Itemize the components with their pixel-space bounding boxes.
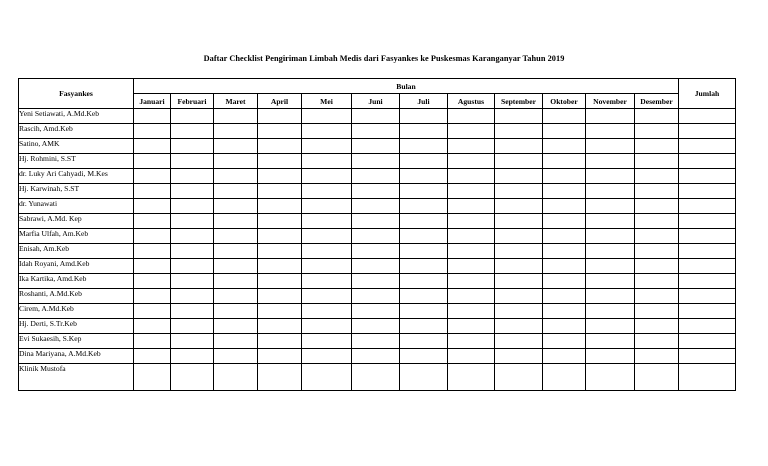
month-checkbox-cell[interactable] bbox=[258, 259, 302, 274]
fasyankes-name: Sabrawi, A.Md. Kep bbox=[19, 214, 134, 229]
month-checkbox-cell[interactable] bbox=[214, 199, 258, 214]
month-checkbox-cell[interactable] bbox=[302, 139, 352, 154]
jumlah-cell[interactable] bbox=[679, 169, 736, 184]
month-checkbox-cell[interactable] bbox=[400, 229, 448, 244]
fasyankes-name: Evi Sukaesih, S.Kep bbox=[19, 334, 134, 349]
month-checkbox-cell[interactable] bbox=[448, 259, 495, 274]
month-checkbox-cell[interactable] bbox=[586, 169, 635, 184]
month-checkbox-cell[interactable] bbox=[134, 304, 171, 319]
month-checkbox-cell[interactable] bbox=[495, 289, 543, 304]
month-checkbox-cell[interactable] bbox=[586, 274, 635, 289]
month-checkbox-cell[interactable] bbox=[134, 169, 171, 184]
month-checkbox-cell[interactable] bbox=[495, 169, 543, 184]
month-checkbox-cell[interactable] bbox=[635, 109, 679, 124]
table-row bbox=[19, 364, 736, 391]
month-checkbox-cell[interactable] bbox=[214, 109, 258, 124]
document-title: Daftar Checklist Pengiriman Limbah Medis dari Fasyankes ke Puskesmas Karanganyar Tahun 2019 bbox=[203, 54, 565, 63]
month-checkbox-cell[interactable] bbox=[171, 229, 214, 244]
fasyankes-name: Ika Kartika, Amd.Keb bbox=[19, 274, 134, 289]
jumlah-cell[interactable] bbox=[679, 274, 736, 289]
month-checkbox-cell[interactable] bbox=[400, 199, 448, 214]
month-checkbox-cell[interactable] bbox=[302, 349, 352, 364]
month-checkbox-cell[interactable] bbox=[586, 349, 635, 364]
month-checkbox-cell[interactable] bbox=[258, 364, 302, 391]
month-checkbox-cell[interactable] bbox=[543, 214, 586, 229]
month-checkbox-cell[interactable] bbox=[586, 334, 635, 349]
month-checkbox-cell[interactable] bbox=[302, 229, 352, 244]
month-checkbox-cell[interactable] bbox=[400, 244, 448, 259]
month-checkbox-cell[interactable] bbox=[495, 349, 543, 364]
jumlah-cell[interactable] bbox=[679, 334, 736, 349]
month-checkbox-cell[interactable] bbox=[214, 364, 258, 391]
month-checkbox-cell[interactable] bbox=[352, 289, 400, 304]
jumlah-cell[interactable] bbox=[679, 244, 736, 259]
month-checkbox-cell[interactable] bbox=[171, 289, 214, 304]
table-row bbox=[19, 229, 736, 244]
month-checkbox-cell[interactable] bbox=[302, 214, 352, 229]
month-checkbox-cell[interactable] bbox=[543, 364, 586, 391]
month-checkbox-cell[interactable] bbox=[171, 184, 214, 199]
table-row bbox=[19, 289, 736, 304]
month-checkbox-cell[interactable] bbox=[258, 109, 302, 124]
table-row bbox=[19, 259, 736, 274]
month-checkbox-cell[interactable] bbox=[543, 109, 586, 124]
month-checkbox-cell[interactable] bbox=[302, 109, 352, 124]
month-checkbox-cell[interactable] bbox=[214, 169, 258, 184]
month-checkbox-cell[interactable] bbox=[635, 364, 679, 391]
jumlah-cell[interactable] bbox=[679, 154, 736, 169]
month-checkbox-cell[interactable] bbox=[302, 364, 352, 391]
month-checkbox-cell[interactable] bbox=[543, 349, 586, 364]
month-checkbox-cell[interactable] bbox=[134, 229, 171, 244]
month-header: September bbox=[495, 94, 543, 109]
table-row bbox=[19, 154, 736, 169]
month-checkbox-cell[interactable] bbox=[495, 199, 543, 214]
month-checkbox-cell[interactable] bbox=[635, 184, 679, 199]
month-checkbox-cell[interactable] bbox=[586, 184, 635, 199]
month-checkbox-cell[interactable] bbox=[352, 274, 400, 289]
month-checkbox-cell[interactable] bbox=[214, 289, 258, 304]
month-checkbox-cell[interactable] bbox=[495, 139, 543, 154]
month-header: April bbox=[258, 94, 302, 109]
jumlah-cell[interactable] bbox=[679, 304, 736, 319]
month-checkbox-cell[interactable] bbox=[214, 274, 258, 289]
jumlah-cell[interactable] bbox=[679, 184, 736, 199]
month-checkbox-cell[interactable] bbox=[171, 199, 214, 214]
month-checkbox-cell[interactable] bbox=[214, 244, 258, 259]
month-checkbox-cell[interactable] bbox=[586, 124, 635, 139]
month-checkbox-cell[interactable] bbox=[134, 214, 171, 229]
header-jumlah: Jumlah bbox=[679, 79, 736, 109]
month-checkbox-cell[interactable] bbox=[352, 229, 400, 244]
month-checkbox-cell[interactable] bbox=[258, 334, 302, 349]
month-checkbox-cell[interactable] bbox=[635, 259, 679, 274]
month-checkbox-cell[interactable] bbox=[302, 319, 352, 334]
month-checkbox-cell[interactable] bbox=[171, 169, 214, 184]
month-checkbox-cell[interactable] bbox=[134, 184, 171, 199]
month-checkbox-cell[interactable] bbox=[400, 109, 448, 124]
month-checkbox-cell[interactable] bbox=[400, 304, 448, 319]
month-checkbox-cell[interactable] bbox=[495, 259, 543, 274]
month-checkbox-cell[interactable] bbox=[134, 349, 171, 364]
jumlah-cell[interactable] bbox=[679, 364, 736, 391]
fasyankes-name: dr. Luky Ari Cahyadi, M.Kes bbox=[19, 169, 134, 184]
month-checkbox-cell[interactable] bbox=[302, 199, 352, 214]
month-checkbox-cell[interactable] bbox=[171, 364, 214, 391]
month-header: Maret bbox=[214, 94, 258, 109]
fasyankes-name: dr. Yunawati bbox=[19, 199, 134, 214]
month-checkbox-cell[interactable] bbox=[214, 154, 258, 169]
month-checkbox-cell[interactable] bbox=[635, 334, 679, 349]
month-checkbox-cell[interactable] bbox=[448, 154, 495, 169]
month-checkbox-cell[interactable] bbox=[495, 274, 543, 289]
month-checkbox-cell[interactable] bbox=[495, 244, 543, 259]
month-checkbox-cell[interactable] bbox=[352, 109, 400, 124]
checklist-table bbox=[18, 78, 736, 391]
month-checkbox-cell[interactable] bbox=[635, 229, 679, 244]
month-checkbox-cell[interactable] bbox=[400, 334, 448, 349]
month-header: Juni bbox=[352, 94, 400, 109]
month-checkbox-cell[interactable] bbox=[302, 274, 352, 289]
month-checkbox-cell[interactable] bbox=[352, 124, 400, 139]
month-checkbox-cell[interactable] bbox=[258, 289, 302, 304]
month-checkbox-cell[interactable] bbox=[586, 214, 635, 229]
month-checkbox-cell[interactable] bbox=[258, 229, 302, 244]
month-checkbox-cell[interactable] bbox=[302, 259, 352, 274]
month-checkbox-cell[interactable] bbox=[258, 274, 302, 289]
month-checkbox-cell[interactable] bbox=[352, 154, 400, 169]
month-header: Agustus bbox=[448, 94, 495, 109]
month-header: Desember bbox=[635, 94, 679, 109]
month-checkbox-cell[interactable] bbox=[586, 289, 635, 304]
month-checkbox-cell[interactable] bbox=[352, 304, 400, 319]
month-checkbox-cell[interactable] bbox=[171, 214, 214, 229]
month-checkbox-cell[interactable] bbox=[258, 244, 302, 259]
month-checkbox-cell[interactable] bbox=[214, 184, 258, 199]
month-checkbox-cell[interactable] bbox=[258, 169, 302, 184]
month-checkbox-cell[interactable] bbox=[543, 259, 586, 274]
month-checkbox-cell[interactable] bbox=[352, 334, 400, 349]
month-checkbox-cell[interactable] bbox=[214, 139, 258, 154]
month-checkbox-cell[interactable] bbox=[352, 349, 400, 364]
month-checkbox-cell[interactable] bbox=[302, 334, 352, 349]
month-checkbox-cell[interactable] bbox=[352, 214, 400, 229]
month-checkbox-cell[interactable] bbox=[586, 304, 635, 319]
month-checkbox-cell[interactable] bbox=[352, 184, 400, 199]
month-checkbox-cell[interactable] bbox=[543, 319, 586, 334]
month-checkbox-cell[interactable] bbox=[134, 289, 171, 304]
month-checkbox-cell[interactable] bbox=[448, 319, 495, 334]
month-checkbox-cell[interactable] bbox=[448, 184, 495, 199]
fasyankes-name: Hj. Rohmini, S.ST bbox=[19, 154, 134, 169]
month-checkbox-cell[interactable] bbox=[171, 139, 214, 154]
month-checkbox-cell[interactable] bbox=[586, 259, 635, 274]
month-checkbox-cell[interactable] bbox=[543, 124, 586, 139]
month-checkbox-cell[interactable] bbox=[134, 274, 171, 289]
jumlah-cell[interactable] bbox=[679, 289, 736, 304]
month-checkbox-cell[interactable] bbox=[214, 349, 258, 364]
fasyankes-name: Cirem, A.Md.Keb bbox=[19, 304, 134, 319]
table-row bbox=[19, 349, 736, 364]
month-checkbox-cell[interactable] bbox=[495, 184, 543, 199]
month-checkbox-cell[interactable] bbox=[635, 124, 679, 139]
month-checkbox-cell[interactable] bbox=[635, 199, 679, 214]
month-header: November bbox=[586, 94, 635, 109]
month-checkbox-cell[interactable] bbox=[352, 244, 400, 259]
month-checkbox-cell[interactable] bbox=[543, 199, 586, 214]
month-header: Januari bbox=[134, 94, 171, 109]
month-checkbox-cell[interactable] bbox=[495, 214, 543, 229]
month-checkbox-cell[interactable] bbox=[171, 274, 214, 289]
table-row bbox=[19, 319, 736, 334]
month-checkbox-cell[interactable] bbox=[352, 259, 400, 274]
month-checkbox-cell[interactable] bbox=[258, 304, 302, 319]
month-checkbox-cell[interactable] bbox=[448, 139, 495, 154]
month-checkbox-cell[interactable] bbox=[171, 304, 214, 319]
month-checkbox-cell[interactable] bbox=[448, 124, 495, 139]
month-checkbox-cell[interactable] bbox=[171, 319, 214, 334]
table-row bbox=[19, 124, 736, 139]
month-checkbox-cell[interactable] bbox=[400, 184, 448, 199]
month-checkbox-cell[interactable] bbox=[448, 304, 495, 319]
month-checkbox-cell[interactable] bbox=[171, 244, 214, 259]
month-checkbox-cell[interactable] bbox=[495, 319, 543, 334]
month-checkbox-cell[interactable] bbox=[400, 349, 448, 364]
month-checkbox-cell[interactable] bbox=[214, 229, 258, 244]
month-checkbox-cell[interactable] bbox=[586, 109, 635, 124]
month-checkbox-cell[interactable] bbox=[400, 319, 448, 334]
fasyankes-name: Yeni Setiawati, A.Md.Keb bbox=[19, 109, 134, 124]
month-checkbox-cell[interactable] bbox=[448, 364, 495, 391]
month-checkbox-cell[interactable] bbox=[134, 109, 171, 124]
month-checkbox-cell[interactable] bbox=[495, 334, 543, 349]
month-checkbox-cell[interactable] bbox=[134, 154, 171, 169]
month-checkbox-cell[interactable] bbox=[214, 304, 258, 319]
month-checkbox-cell[interactable] bbox=[258, 199, 302, 214]
month-checkbox-cell[interactable] bbox=[495, 304, 543, 319]
month-checkbox-cell[interactable] bbox=[134, 319, 171, 334]
month-checkbox-cell[interactable] bbox=[543, 154, 586, 169]
month-checkbox-cell[interactable] bbox=[258, 139, 302, 154]
month-checkbox-cell[interactable] bbox=[258, 154, 302, 169]
month-checkbox-cell[interactable] bbox=[543, 274, 586, 289]
jumlah-cell[interactable] bbox=[679, 319, 736, 334]
month-checkbox-cell[interactable] bbox=[448, 169, 495, 184]
month-checkbox-cell[interactable] bbox=[134, 259, 171, 274]
month-checkbox-cell[interactable] bbox=[448, 109, 495, 124]
month-checkbox-cell[interactable] bbox=[635, 319, 679, 334]
month-checkbox-cell[interactable] bbox=[586, 229, 635, 244]
month-checkbox-cell[interactable] bbox=[134, 364, 171, 391]
month-checkbox-cell[interactable] bbox=[635, 139, 679, 154]
fasyankes-name: Satino, AMK bbox=[19, 139, 134, 154]
month-checkbox-cell[interactable] bbox=[352, 169, 400, 184]
fasyankes-name: Hj. Karwinah, S.ST bbox=[19, 184, 134, 199]
month-checkbox-cell[interactable] bbox=[258, 124, 302, 139]
month-header: Mei bbox=[302, 94, 352, 109]
header-bulan: Bulan bbox=[134, 79, 679, 94]
month-checkbox-cell[interactable] bbox=[352, 199, 400, 214]
month-checkbox-cell[interactable] bbox=[302, 304, 352, 319]
month-checkbox-cell[interactable] bbox=[635, 274, 679, 289]
fasyankes-name: Hj. Derti, S.Tr.Keb bbox=[19, 319, 134, 334]
month-checkbox-cell[interactable] bbox=[495, 229, 543, 244]
month-checkbox-cell[interactable] bbox=[171, 109, 214, 124]
month-checkbox-cell[interactable] bbox=[400, 139, 448, 154]
fasyankes-name: Enisah, Am.Keb bbox=[19, 244, 134, 259]
month-checkbox-cell[interactable] bbox=[214, 319, 258, 334]
table-row bbox=[19, 169, 736, 184]
fasyankes-name: Marfia Ulfah, Am.Keb bbox=[19, 229, 134, 244]
month-checkbox-cell[interactable] bbox=[448, 199, 495, 214]
month-checkbox-cell[interactable] bbox=[448, 274, 495, 289]
month-checkbox-cell[interactable] bbox=[400, 274, 448, 289]
month-checkbox-cell[interactable] bbox=[302, 124, 352, 139]
month-header: Februari bbox=[171, 94, 214, 109]
month-checkbox-cell[interactable] bbox=[214, 214, 258, 229]
month-checkbox-cell[interactable] bbox=[586, 199, 635, 214]
month-checkbox-cell[interactable] bbox=[214, 124, 258, 139]
month-checkbox-cell[interactable] bbox=[214, 259, 258, 274]
month-checkbox-cell[interactable] bbox=[543, 139, 586, 154]
month-checkbox-cell[interactable] bbox=[495, 109, 543, 124]
jumlah-cell[interactable] bbox=[679, 259, 736, 274]
table-row bbox=[19, 199, 736, 214]
month-checkbox-cell[interactable] bbox=[495, 154, 543, 169]
month-checkbox-cell[interactable] bbox=[635, 169, 679, 184]
table-row bbox=[19, 109, 736, 124]
month-checkbox-cell[interactable] bbox=[448, 214, 495, 229]
jumlah-cell[interactable] bbox=[679, 349, 736, 364]
month-checkbox-cell[interactable] bbox=[586, 319, 635, 334]
month-checkbox-cell[interactable] bbox=[352, 319, 400, 334]
jumlah-cell[interactable] bbox=[679, 139, 736, 154]
jumlah-cell[interactable] bbox=[679, 199, 736, 214]
month-checkbox-cell[interactable] bbox=[543, 289, 586, 304]
jumlah-cell[interactable] bbox=[679, 109, 736, 124]
month-checkbox-cell[interactable] bbox=[543, 334, 586, 349]
month-checkbox-cell[interactable] bbox=[134, 139, 171, 154]
month-checkbox-cell[interactable] bbox=[171, 334, 214, 349]
month-checkbox-cell[interactable] bbox=[134, 334, 171, 349]
month-checkbox-cell[interactable] bbox=[400, 214, 448, 229]
table-row bbox=[19, 274, 736, 289]
month-checkbox-cell[interactable] bbox=[171, 349, 214, 364]
fasyankes-name: Dina Mariyana, A.Md.Keb bbox=[19, 349, 134, 364]
table-row bbox=[19, 214, 736, 229]
fasyankes-name: Rascih, Amd.Keb bbox=[19, 124, 134, 139]
month-checkbox-cell[interactable] bbox=[586, 244, 635, 259]
month-checkbox-cell[interactable] bbox=[543, 169, 586, 184]
month-checkbox-cell[interactable] bbox=[134, 244, 171, 259]
month-checkbox-cell[interactable] bbox=[635, 214, 679, 229]
month-checkbox-cell[interactable] bbox=[302, 169, 352, 184]
month-checkbox-cell[interactable] bbox=[400, 364, 448, 391]
month-checkbox-cell[interactable] bbox=[586, 364, 635, 391]
month-checkbox-cell[interactable] bbox=[448, 244, 495, 259]
month-checkbox-cell[interactable] bbox=[171, 154, 214, 169]
month-header: Oktober bbox=[543, 94, 586, 109]
month-checkbox-cell[interactable] bbox=[258, 214, 302, 229]
month-checkbox-cell[interactable] bbox=[448, 289, 495, 304]
month-checkbox-cell[interactable] bbox=[400, 154, 448, 169]
month-checkbox-cell[interactable] bbox=[400, 289, 448, 304]
month-checkbox-cell[interactable] bbox=[214, 334, 258, 349]
month-checkbox-cell[interactable] bbox=[400, 169, 448, 184]
month-checkbox-cell[interactable] bbox=[258, 184, 302, 199]
month-checkbox-cell[interactable] bbox=[448, 349, 495, 364]
month-checkbox-cell[interactable] bbox=[171, 124, 214, 139]
jumlah-cell[interactable] bbox=[679, 214, 736, 229]
month-checkbox-cell[interactable] bbox=[302, 244, 352, 259]
month-checkbox-cell[interactable] bbox=[586, 154, 635, 169]
month-checkbox-cell[interactable] bbox=[586, 139, 635, 154]
fasyankes-name: Klinik Mustofa bbox=[19, 364, 134, 391]
month-checkbox-cell[interactable] bbox=[302, 154, 352, 169]
table-row bbox=[19, 334, 736, 349]
jumlah-cell[interactable] bbox=[679, 229, 736, 244]
table-row bbox=[19, 139, 736, 154]
table-row bbox=[19, 184, 736, 199]
month-checkbox-cell[interactable] bbox=[258, 319, 302, 334]
month-checkbox-cell[interactable] bbox=[448, 334, 495, 349]
month-checkbox-cell[interactable] bbox=[448, 229, 495, 244]
month-checkbox-cell[interactable] bbox=[352, 364, 400, 391]
month-checkbox-cell[interactable] bbox=[258, 349, 302, 364]
month-checkbox-cell[interactable] bbox=[635, 244, 679, 259]
month-checkbox-cell[interactable] bbox=[635, 304, 679, 319]
header-fasyankes: Fasyankes bbox=[19, 79, 134, 109]
table-row bbox=[19, 244, 736, 259]
month-checkbox-cell[interactable] bbox=[543, 244, 586, 259]
month-checkbox-cell[interactable] bbox=[171, 259, 214, 274]
month-checkbox-cell[interactable] bbox=[134, 199, 171, 214]
fasyankes-name: Idah Royani, Amd.Keb bbox=[19, 259, 134, 274]
month-checkbox-cell[interactable] bbox=[134, 124, 171, 139]
month-checkbox-cell[interactable] bbox=[543, 229, 586, 244]
month-header: Juli bbox=[400, 94, 448, 109]
month-checkbox-cell[interactable] bbox=[400, 259, 448, 274]
month-checkbox-cell[interactable] bbox=[302, 184, 352, 199]
month-checkbox-cell[interactable] bbox=[302, 289, 352, 304]
month-checkbox-cell[interactable] bbox=[635, 154, 679, 169]
month-checkbox-cell[interactable] bbox=[635, 349, 679, 364]
month-checkbox-cell[interactable] bbox=[635, 289, 679, 304]
table-body bbox=[19, 109, 736, 391]
month-checkbox-cell[interactable] bbox=[495, 364, 543, 391]
month-checkbox-cell[interactable] bbox=[495, 124, 543, 139]
table-row bbox=[19, 304, 736, 319]
fasyankes-name: Roshanti, A.Md.Keb bbox=[19, 289, 134, 304]
jumlah-cell[interactable] bbox=[679, 124, 736, 139]
month-checkbox-cell[interactable] bbox=[543, 184, 586, 199]
month-checkbox-cell[interactable] bbox=[543, 304, 586, 319]
month-checkbox-cell[interactable] bbox=[352, 139, 400, 154]
month-checkbox-cell[interactable] bbox=[400, 124, 448, 139]
